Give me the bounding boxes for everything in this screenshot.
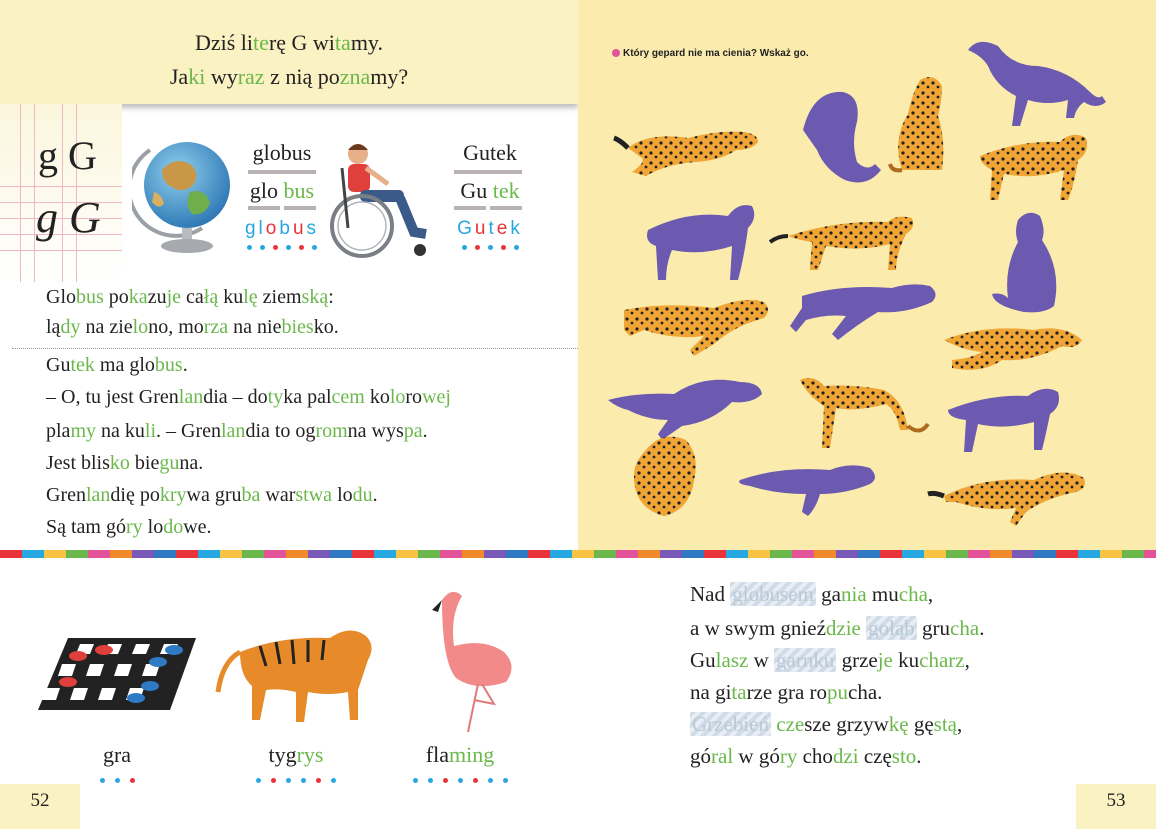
text-segment: gru	[916, 616, 951, 640]
stripe-segment	[616, 550, 638, 558]
syllable-highlight: bus	[278, 178, 315, 203]
syllable-highlight: my	[70, 420, 96, 442]
sound-dot	[130, 778, 135, 783]
banner-line-2	[0, 64, 578, 90]
sound-dot	[256, 778, 261, 783]
picture-word-gra	[72, 742, 162, 768]
text-segment: my?	[370, 64, 409, 89]
syllable-highlight: kę	[888, 712, 909, 736]
syllable-highlight: dzie	[825, 616, 861, 640]
stripe-segment	[440, 550, 462, 558]
text-segment: gó	[690, 744, 711, 768]
poem-line	[690, 744, 922, 769]
cheetah-standing	[980, 135, 1087, 200]
stripe-segment	[572, 550, 594, 558]
sound-dot	[247, 245, 252, 250]
syllable-highlight: cem	[331, 386, 365, 408]
syllable-highlight: ty	[267, 386, 284, 408]
sound-dot	[316, 778, 321, 783]
text-segment: .	[916, 744, 922, 768]
stripe-segment	[836, 550, 858, 558]
text-segment: Glo	[46, 286, 76, 308]
stripe-segment	[484, 550, 506, 558]
syllable-highlight: lan	[221, 420, 246, 442]
masked-word: Grzebień	[692, 712, 769, 736]
cheetah-curled	[634, 437, 696, 516]
syllable-highlight: lo	[389, 386, 406, 408]
text-segment: na nie	[228, 316, 282, 338]
page-number-right: 53	[1076, 784, 1156, 829]
stripe-segment	[506, 550, 528, 558]
cheetah-walking	[770, 217, 913, 270]
letter-glyph: t	[488, 218, 497, 239]
text-segment: dię po	[110, 484, 160, 506]
syllable-highlight: je	[877, 648, 893, 672]
syllable-highlight: ko	[109, 452, 130, 474]
text-segment: Gu	[46, 354, 71, 376]
tiger-illustration	[210, 612, 386, 722]
sound-dot	[260, 245, 265, 250]
stripe-segment	[1056, 550, 1078, 558]
letter-glyph: o	[265, 218, 280, 239]
text-segment: pla	[46, 420, 71, 442]
sound-dot	[331, 778, 336, 783]
sound-dot	[473, 778, 478, 783]
task-text: Który gepard nie ma cienia? Wskaż go.	[623, 48, 809, 59]
text-segment: rze gra ro	[746, 680, 828, 704]
syllable-highlight: dy	[60, 316, 81, 338]
text-segment: .	[372, 484, 378, 506]
text-segment: gra	[102, 742, 132, 767]
cheetah-running-2	[624, 300, 768, 356]
stripe-segment	[968, 550, 990, 558]
picture-word-flaming-dots	[400, 776, 520, 783]
sound-dot	[115, 778, 120, 783]
stripe-segment	[770, 550, 792, 558]
text-segment: ,	[964, 648, 970, 672]
text-segment: ca	[181, 286, 204, 308]
stripe-segment	[418, 550, 440, 558]
stripe-segment	[176, 550, 198, 558]
syllable-highlight: ming	[448, 742, 495, 767]
text-segment: z nią po	[264, 64, 340, 89]
syllable-highlight: ry	[779, 744, 798, 768]
reading-line	[46, 516, 212, 539]
sound-dot	[286, 245, 291, 250]
text-segment: ga	[815, 582, 841, 606]
stripe-segment	[308, 550, 330, 558]
syllable-highlight: dzi	[832, 744, 859, 768]
text-segment: Nad	[690, 582, 731, 606]
text-segment: :	[328, 286, 334, 308]
stripe-segment	[396, 550, 418, 558]
text-segment: .	[979, 616, 985, 640]
syllable-highlight: nia	[841, 582, 867, 606]
text-segment: ,	[927, 582, 934, 606]
text-segment: na.	[179, 452, 204, 474]
text-segment: lo	[332, 484, 353, 506]
dotted-divider	[12, 348, 578, 349]
word-globus-syllables	[240, 178, 324, 204]
text-segment: lo	[142, 516, 164, 538]
text-segment: w	[748, 648, 774, 672]
letter-glyph: u	[474, 218, 489, 239]
stripe-segment	[1012, 550, 1034, 558]
checkers-board-illustration	[38, 632, 196, 714]
stripe-segment	[638, 550, 660, 558]
syllable-highlight: li	[144, 420, 157, 442]
syllable-highlight: cze	[776, 712, 805, 736]
stripe-segment	[792, 550, 814, 558]
letter-practice-area	[0, 104, 122, 282]
stripe-segment	[88, 550, 110, 558]
text-segment: na zie	[80, 316, 133, 338]
shadow-running-2	[739, 465, 875, 516]
sound-dot	[299, 245, 304, 250]
letter-print: g G	[38, 133, 97, 178]
sound-dot	[458, 778, 463, 783]
reading-line	[46, 316, 339, 339]
text-segment: czę	[858, 744, 892, 768]
stripe-segment	[946, 550, 968, 558]
cheetah-running	[614, 132, 758, 176]
text-segment: Gren	[46, 484, 86, 506]
letter-script: g G	[36, 193, 101, 242]
syllable-highlight: lasz	[715, 648, 749, 672]
stripe-segment	[748, 550, 770, 558]
syllable-highlight: lan	[178, 386, 204, 408]
text-segment: cho	[797, 744, 833, 768]
reading-line	[46, 386, 451, 409]
syllable-highlight: ską	[301, 286, 329, 308]
stripe-segment	[66, 550, 88, 558]
syllable-highlight: ki	[188, 64, 206, 89]
stripe-segment	[352, 550, 374, 558]
text-segment: a w swym gnieź	[690, 616, 826, 640]
picture-word-tygrys-dots	[236, 776, 356, 783]
stripe-segment	[154, 550, 176, 558]
syllable-highlight: lę	[243, 286, 258, 308]
sound-dot	[488, 245, 493, 250]
text-segment: ma glo	[94, 354, 155, 376]
text-segment: grze	[836, 648, 878, 672]
text-segment: ro	[405, 386, 423, 408]
syllable-highlight: ral	[711, 744, 734, 768]
poem-line	[690, 582, 933, 607]
reading-line	[46, 484, 378, 507]
syllable-highlight: charz	[919, 648, 965, 672]
sound-dot	[312, 245, 317, 250]
flamingo-illustration	[422, 584, 526, 734]
stripe-segment	[1144, 550, 1156, 558]
letter-glyph: b	[279, 218, 293, 239]
text-segment: na ku	[96, 420, 145, 442]
syllable-highlight: stwa	[295, 484, 333, 506]
cheetah-running-4	[928, 472, 1085, 526]
shadow-standing	[968, 42, 1106, 126]
masked-word: globusem	[732, 582, 814, 606]
stripe-segment	[132, 550, 154, 558]
syllable-highlight: ta	[334, 30, 351, 55]
text-segment: fla	[425, 742, 449, 767]
poem-line	[690, 648, 970, 673]
text-segment: no, mo	[148, 316, 204, 338]
syllable-highlight: tek	[487, 178, 520, 203]
text-segment: .	[182, 354, 188, 376]
stripe-segment	[682, 550, 704, 558]
stripe-segment	[704, 550, 726, 558]
text-segment: dia – do	[203, 386, 268, 408]
sound-dot	[475, 245, 480, 250]
cheetah-sitting	[890, 77, 943, 170]
text-segment: mu	[866, 582, 899, 606]
stripe-segment	[814, 550, 836, 558]
syllable-highlight: cha	[898, 582, 928, 606]
text-segment: glo	[249, 178, 279, 203]
shadow-pouncing	[608, 380, 762, 440]
text-segment: Dziś li	[194, 30, 254, 55]
stripe-segment	[528, 550, 550, 558]
word-globus-letters	[236, 218, 328, 250]
stripe-segment	[1078, 550, 1100, 558]
banner-line-1	[0, 30, 578, 56]
sound-dot	[273, 245, 278, 250]
letter-glyph: g	[244, 218, 259, 239]
sound-dot	[443, 778, 448, 783]
shadow-running	[790, 284, 936, 340]
letter-glyph: u	[292, 218, 307, 239]
stripe-segment	[242, 550, 264, 558]
sound-dot	[286, 778, 291, 783]
text-segment: dia to og	[245, 420, 316, 442]
syllable-highlight: tek	[70, 354, 95, 376]
syllable-highlight: lan	[85, 484, 111, 506]
shadow-sitting	[803, 92, 881, 183]
text-segment: lą	[46, 316, 61, 338]
cheetah-running-3	[944, 328, 1082, 369]
text-segment: . – Gren	[156, 420, 221, 442]
syllable-highlight: rza	[203, 316, 229, 338]
syllable-highlight: du	[352, 484, 373, 506]
reading-line	[46, 354, 188, 377]
decorative-stripe	[0, 550, 1156, 558]
boy-wheelchair-illustration	[330, 138, 442, 260]
stripe-segment	[330, 550, 352, 558]
reading-line	[46, 452, 203, 475]
sound-dot	[100, 778, 105, 783]
letter-glyph: s	[306, 218, 320, 239]
text-segment: Są tam gó	[46, 516, 126, 538]
sound-dot	[413, 778, 418, 783]
cheetah-figures	[578, 0, 1156, 550]
text-segment: wy	[205, 64, 238, 89]
syllable-highlight: ka	[128, 286, 148, 308]
stripe-segment	[22, 550, 44, 558]
syllable-highlight: ta	[731, 680, 747, 704]
stripe-segment	[198, 550, 220, 558]
syllable-highlight: pa	[403, 420, 423, 442]
text-segment: Gu	[690, 648, 716, 672]
syllable-highlight: rom	[315, 420, 348, 442]
sound-dot	[488, 778, 493, 783]
text-segment: Jest blis	[46, 452, 110, 474]
stripe-segment	[1034, 550, 1056, 558]
syllable-highlight: łą	[203, 286, 219, 308]
text-segment: rę G wi	[268, 30, 335, 55]
text-segment: ,	[956, 712, 963, 736]
picture-word-flaming	[400, 742, 520, 768]
stripe-segment	[1122, 550, 1144, 558]
stripe-segment	[594, 550, 616, 558]
sound-dot	[428, 778, 433, 783]
sound-dot	[462, 245, 467, 250]
text-segment: na wys	[347, 420, 404, 442]
poem-line	[690, 712, 962, 737]
syllable-highlight: gu	[159, 452, 180, 474]
text-segment: zu	[147, 286, 167, 308]
syllable-highlight: kry	[159, 484, 187, 506]
poem-line	[690, 680, 882, 705]
stripe-segment	[726, 550, 748, 558]
stripe-segment	[264, 550, 286, 558]
syllable-highlight: ba	[241, 484, 261, 506]
sound-dot	[514, 245, 519, 250]
text-segment: wa gru	[186, 484, 242, 506]
syllable-highlight: bies	[281, 316, 314, 338]
word-gutek-syllables	[448, 178, 532, 204]
word-globus: globus	[252, 140, 312, 165]
poem-line	[690, 616, 984, 641]
text-segment: sze grzyw	[804, 712, 889, 736]
sound-dot	[271, 778, 276, 783]
text-segment: po	[103, 286, 129, 308]
shadow-standing-2	[647, 205, 754, 280]
text-segment: ka pal	[283, 386, 332, 408]
syllable-highlight: sto	[891, 744, 917, 768]
letter-glyph: l	[258, 218, 266, 239]
stripe-segment	[990, 550, 1012, 558]
text-segment: cha.	[848, 680, 883, 704]
syllable-highlight: bus	[76, 286, 104, 308]
text-segment: – O, tu jest Gren	[46, 386, 179, 408]
syllable-highlight: te	[253, 30, 269, 55]
letter-glyph: G	[457, 218, 475, 239]
stripe-segment	[902, 550, 924, 558]
stripe-segment	[220, 550, 242, 558]
text-segment: .	[422, 420, 428, 442]
text-segment: tyg	[268, 742, 297, 767]
syllable-highlight: je	[166, 286, 182, 308]
shadow-sitting-2	[992, 213, 1056, 313]
title-banner	[0, 0, 578, 104]
text-segment: we.	[183, 516, 212, 538]
text-segment: Gu	[460, 178, 488, 203]
stripe-segment	[0, 550, 22, 558]
stripe-segment	[924, 550, 946, 558]
stripe-segment	[550, 550, 572, 558]
text-segment: bie	[129, 452, 160, 474]
text-segment: ziem	[257, 286, 302, 308]
syllable-highlight: zna	[339, 64, 371, 89]
syllable-highlight: ry	[126, 516, 143, 538]
syllable-highlight: pu	[827, 680, 849, 704]
word-gutek-letters	[444, 218, 536, 250]
text-segment: war	[260, 484, 296, 506]
stripe-segment	[286, 550, 308, 558]
stripe-segment	[1100, 550, 1122, 558]
text-segment: ko	[364, 386, 390, 408]
stripe-segment	[374, 550, 396, 558]
syllable-highlight: raz	[237, 64, 265, 89]
syllable-highlight: do	[163, 516, 184, 538]
syllable-highlight: stą	[933, 712, 957, 736]
shadow-standing-3	[948, 389, 1059, 452]
reading-line	[46, 286, 334, 309]
syllable-highlight: lo	[132, 316, 149, 338]
page-number-left: 52	[0, 784, 80, 829]
letter-glyph: k	[510, 218, 523, 239]
text-segment: Ja	[169, 64, 189, 89]
syllable-highlight: rys	[296, 742, 324, 767]
sound-dot	[301, 778, 306, 783]
picture-word-tygrys	[236, 742, 356, 768]
stripe-segment	[110, 550, 132, 558]
text-segment: ku	[218, 286, 244, 308]
word-gutek: Gutek	[463, 140, 517, 165]
text-segment: my.	[350, 30, 383, 55]
syllable-highlight: cha	[950, 616, 980, 640]
masked-word: gołąb	[868, 616, 915, 640]
text-segment: w gó	[733, 744, 780, 768]
stripe-segment	[858, 550, 880, 558]
stripe-segment	[44, 550, 66, 558]
stripe-segment	[660, 550, 682, 558]
sound-dot	[503, 778, 508, 783]
reading-line	[46, 420, 428, 443]
text-segment: ku	[892, 648, 920, 672]
syllable-highlight: wej	[422, 386, 451, 408]
sound-dot	[501, 245, 506, 250]
picture-word-gra-dots	[72, 776, 162, 783]
text-segment: gę	[908, 712, 934, 736]
syllable-highlight: bus	[154, 354, 183, 376]
globe-illustration	[132, 130, 236, 256]
masked-word: garnku	[776, 648, 835, 672]
text-segment: na gi	[690, 680, 732, 704]
cheetah-standing-2	[800, 378, 928, 448]
text-segment: ko.	[313, 316, 339, 338]
stripe-segment	[880, 550, 902, 558]
letter-glyph: e	[496, 218, 511, 239]
stripe-segment	[462, 550, 484, 558]
